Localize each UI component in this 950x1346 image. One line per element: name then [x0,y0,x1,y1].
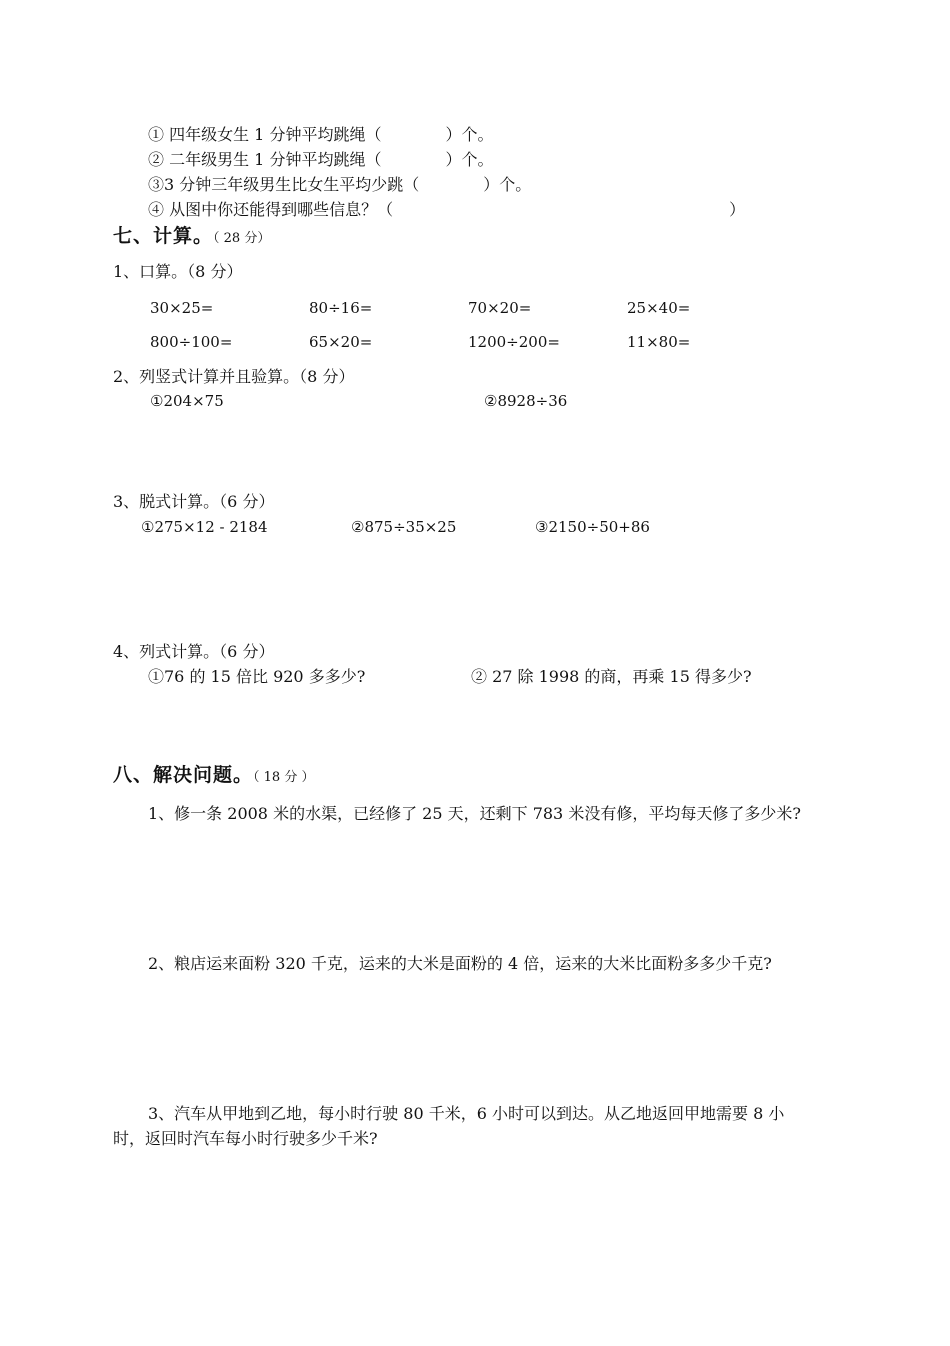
section-7-points: （ 28 分） [213,231,271,246]
word-problem-2: 2、粮店运来面粉 320 千克，运来的大米是面粉的 4 倍，运来的大米比面粉多多少千克? [148,954,772,973]
oral-item: 11×80= [627,333,691,351]
word-problem-3-line-2: 时，返回时汽车每小时行驶多少千米? [113,1129,378,1148]
oral-item: 1200÷200= [468,333,560,351]
question-6-3: ③3 分钟三年级男生比女生平均少跳（ ）个。 [148,175,532,194]
vertical-calc-heading: 2、列竖式计算并且验算。（8 分） [113,367,355,386]
oral-item: 80÷16= [309,299,373,317]
stepwise-calc-item: ③2150÷50+86 [535,518,650,536]
stepwise-calc-item: ①275×12 - 2184 [141,518,268,536]
section-7-heading [113,225,270,250]
question-6-1: ① 四年级女生 1 分钟平均跳绳（ ）个。 [148,125,494,144]
stepwise-calc-item: ②875÷35×25 [351,518,457,536]
word-problem-3-line-1: 3、汽车从甲地到乙地，每小时行驶 80 千米，6 小时可以到达。从乙地返回甲地需要 8 小 [148,1104,785,1123]
section-7-title: 七、计算。 [113,225,214,247]
oral-calc-heading: 1、口算。（8 分） [113,262,243,281]
formula-calc-heading: 4、列式计算。（6 分） [113,642,275,661]
oral-item: 25×40= [627,299,691,317]
question-6-2: ② 二年级男生 1 分钟平均跳绳（ ）个。 [148,150,494,169]
section-8-title: 八、解决问题。 [113,764,254,786]
oral-item: 800÷100= [150,333,233,351]
section-8-points: （ 18 分 ） [253,770,315,785]
oral-item: 30×25= [150,299,214,317]
vertical-calc-item: ①204×75 [150,392,224,410]
question-6-4: ④ 从图中你还能得到哪些信息？（ ） [148,200,746,219]
stepwise-calc-heading: 3、脱式计算。（6 分） [113,492,275,511]
oral-item: 70×20= [468,299,532,317]
oral-item: 65×20= [309,333,373,351]
formula-calc-item: ①76 的 15 倍比 920 多多少? [148,667,366,686]
vertical-calc-item: ②8928÷36 [484,392,568,410]
word-problem-1: 1、修一条 2008 米的水渠，已经修了 25 天，还剩下 783 米没有修，平均每天修了多少米? [148,804,801,823]
formula-calc-item: ② 27 除 1998 的商，再乘 15 得多少? [471,667,752,686]
section-8-heading [113,764,314,789]
